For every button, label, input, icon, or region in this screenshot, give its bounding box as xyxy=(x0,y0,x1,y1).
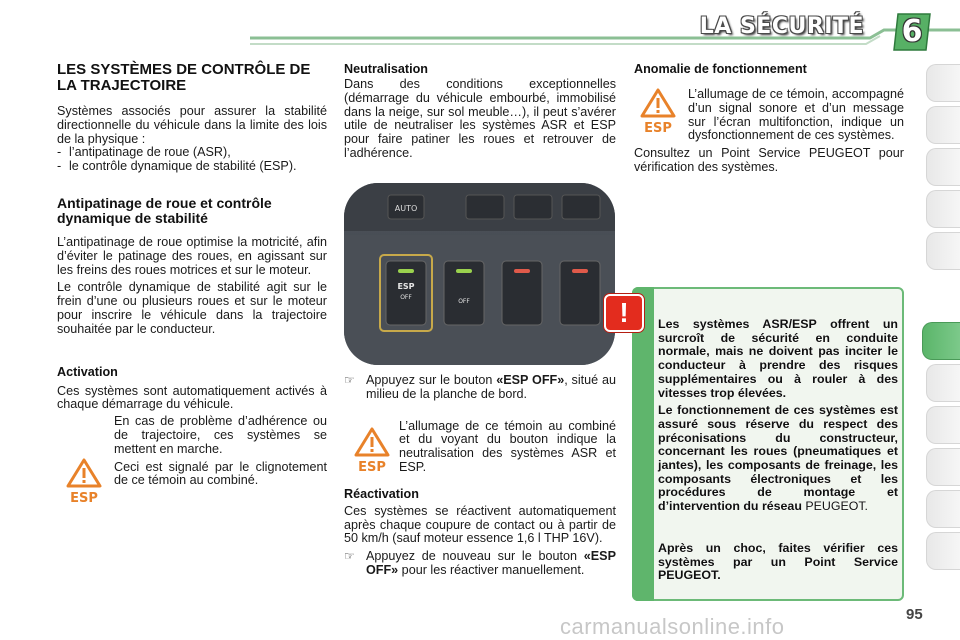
chapter-tab-5[interactable] xyxy=(926,232,960,270)
chapter-tab-6-active[interactable] xyxy=(922,322,960,360)
esp-description: Le contrôle dynamique de stabilité agit sur le frein d’une ou plusieurs roues et sur le moteur pour inscrire le véhicule dans la trajectoire souhaitée par le conducteur. xyxy=(57,280,327,336)
svg-text:ESP: ESP xyxy=(70,491,98,506)
esp-warning-icon xyxy=(62,456,106,508)
pointing-hand-icon: ☞ xyxy=(344,373,355,387)
column-1 xyxy=(57,62,327,488)
asr-description: L’antipatinage de roue optimise la motricité, afin d’éviter le patinage des roues, en agissant sur les freins des roues motrices et sur le moteur. xyxy=(57,234,327,277)
svg-text:OFF: OFF xyxy=(458,298,470,305)
warning-strip xyxy=(632,287,654,601)
warning-exclamation-icon: ! xyxy=(604,294,644,332)
dashboard-photo xyxy=(344,183,615,365)
auto-label: AUTO xyxy=(394,204,418,213)
warning-paragraph-3: Après un choc, faites vérifier ces systèmes par un Point Service PEUGEOT. xyxy=(658,540,898,583)
press-instruction: ☞ Appuyez sur le bouton «ESP OFF», situé au milieu de la planche de bord. xyxy=(344,373,617,401)
column-2 xyxy=(344,62,616,161)
esp-warning-icon xyxy=(350,425,394,477)
chapter-tab-8[interactable] xyxy=(926,406,960,444)
neutralisation-text: Dans des conditions exceptionnelles (démarrage du véhicule embourbé, immobilisé dans la neige, sur sol meuble…), il peut s’avérer utile de neutraliser les systèmes ASR et ESP pour faire patiner les roues et retrouver de l’adhérence. xyxy=(344,77,616,160)
warning-paragraph-1: Les systèmes ASR/ESP offrent un surcroît de sécurité en conduite normale, mais ne doivent pas inciter le conducteur à prendre des risques supplémentaires ou à rouler à des vitesses trop élevées. xyxy=(658,317,898,400)
consult-text: Consultez un Point Service PEUGEOT pour vérification des systèmes. xyxy=(634,146,904,174)
neutralisation-title: Neutralisation xyxy=(344,62,428,76)
chapter-number: 6 xyxy=(901,14,923,49)
anomaly-text: L’allumage de ce témoin, accompagné d’un signal sonore et d’un message sur l’écran multifonction, indique un dysfonctionnement de ces systèmes. xyxy=(688,87,904,143)
page-title: LA SÉCURITÉ xyxy=(699,14,864,39)
section-title: LES SYSTÈMES DE CONTRÔLE DE LA TRAJECTOIRE xyxy=(57,61,311,94)
chapter-tab-3[interactable] xyxy=(926,148,960,186)
esp-button-label: ESP xyxy=(397,282,415,291)
bullet-asr: - l’antipatinage de roue (ASR), xyxy=(57,145,231,160)
svg-text:ESP: ESP xyxy=(358,460,386,475)
intro-text: Systèmes associés pour assurer la stabilité directionnelle du véhicule dans la limite des lois de la physique : xyxy=(57,104,327,146)
watermark: carmanualsonline.info xyxy=(560,614,785,639)
chapter-tab-11[interactable] xyxy=(926,532,960,570)
warning-text xyxy=(658,318,898,583)
anomaly-title: Anomalie de fonctionnement xyxy=(634,62,807,76)
esp-off-label: OFF xyxy=(400,294,412,301)
chapter-tab-2[interactable] xyxy=(926,106,960,144)
chapter-tabs xyxy=(926,64,960,594)
problem-text: En cas de problème d’adhérence ou de trajectoire, ces systèmes se mettent en marche. xyxy=(114,414,327,456)
signal-text: Ceci est signalé par le clignotement de ce témoin au combiné. xyxy=(114,459,327,488)
indicator-text: L’allumage de ce témoin au combiné et du voyant du bouton indique la neutralisation des systèmes ASR et ESP. xyxy=(399,418,616,474)
chapter-tab-4[interactable] xyxy=(926,190,960,228)
press-again-instruction: ☞ Appuyez de nouveau sur le bouton «ESP OFF» pour les réactiver manuellement. xyxy=(344,549,616,577)
warning-paragraph-2: Le fonctionnement de ces systèmes est assuré sous réserve du respect des préconisations du constructeur, concernant les roues (pneumatiques et jantes), les composants de freinage, les composants électroniques et les procédures de montage et d’intervention du réseau PEUGEOT. xyxy=(658,403,898,514)
chapter-tab-10[interactable] xyxy=(926,490,960,528)
chapter-tab-7[interactable] xyxy=(926,364,960,402)
svg-text:ESP: ESP xyxy=(644,121,672,136)
bullet-esp: - le contrôle dynamique de stabilité (ESP). xyxy=(57,159,297,174)
activation-text: Ces systèmes sont automatiquement activés à chaque démarrage du véhicule. xyxy=(57,383,327,412)
esp-warning-icon xyxy=(636,86,680,138)
activation-title: Activation xyxy=(57,364,118,379)
page-number: 95 xyxy=(906,606,923,623)
subsection-title: Antipatinage de roue et contrôle dynamique de stabilité xyxy=(57,194,272,227)
reactivation-title: Réactivation xyxy=(344,486,419,501)
pointing-hand-icon: ☞ xyxy=(344,549,355,564)
chapter-tab-1[interactable] xyxy=(926,64,960,102)
reactivation-text: Ces systèmes se réactivent automatiquement après chaque coupure de contact ou à partir de 50 km/h (sauf moteur essence 1,6 l THP 16V). xyxy=(344,503,616,546)
chapter-tab-9[interactable] xyxy=(926,448,960,486)
